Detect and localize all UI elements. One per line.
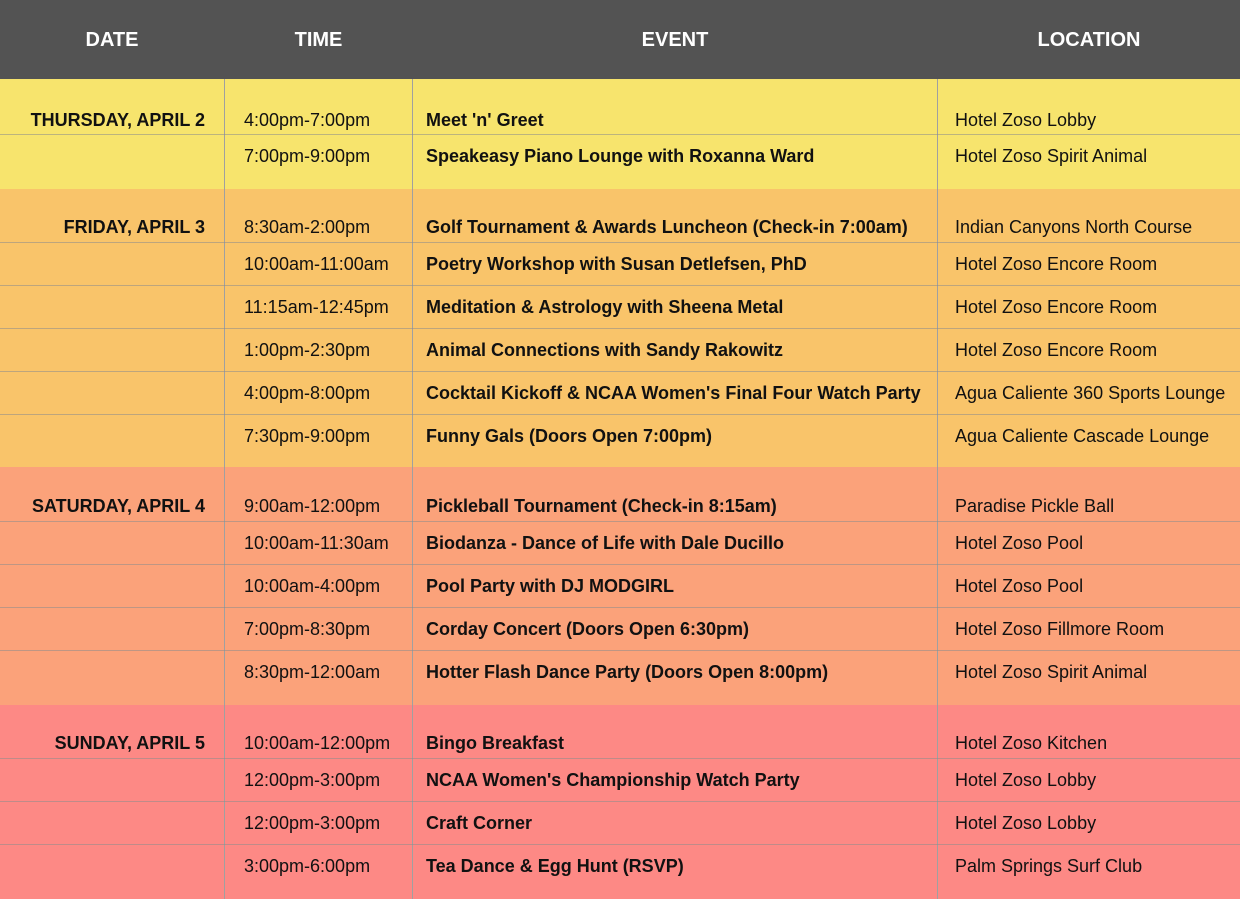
event-name: NCAA Women's Championship Watch Party bbox=[426, 770, 800, 790]
event-location: Hotel Zoso Kitchen bbox=[955, 732, 1108, 753]
event-time: 3:00pm-6:00pm bbox=[244, 856, 371, 876]
event-time: 8:30am-2:00pm bbox=[244, 216, 371, 237]
event-name: Bingo Breakfast bbox=[426, 732, 565, 753]
event-location: Hotel Zoso Lobby bbox=[955, 109, 1097, 130]
event-time: 12:00pm-3:00pm bbox=[244, 813, 381, 833]
table-row bbox=[0, 243, 1240, 286]
event-location: Indian Canyons North Course bbox=[955, 216, 1193, 237]
event-name: Corday Concert (Doors Open 6:30pm) bbox=[426, 619, 750, 639]
event-time: 11:15am-12:45pm bbox=[244, 297, 389, 317]
event-name: Biodanza - Dance of Life with Dale Ducillo bbox=[426, 533, 785, 553]
event-time: 7:00pm-8:30pm bbox=[244, 619, 371, 639]
table-row bbox=[0, 565, 1240, 608]
table-row bbox=[0, 608, 1240, 651]
day-label: SATURDAY, APRIL 4 bbox=[31, 496, 205, 516]
event-name: Funny Gals (Doors Open 7:00pm) bbox=[426, 426, 713, 446]
event-name: Hotter Flash Dance Party (Doors Open 8:00pm) bbox=[426, 662, 829, 682]
day-label: THURSDAY, APRIL 2 bbox=[30, 109, 205, 130]
event-time: 12:00pm-3:00pm bbox=[244, 770, 381, 790]
event-time: 10:00am-11:00am bbox=[244, 254, 389, 274]
event-location: Palm Springs Surf Club bbox=[955, 856, 1143, 876]
table-row bbox=[0, 759, 1240, 802]
table-row bbox=[0, 286, 1240, 329]
event-location: Hotel Zoso Pool bbox=[955, 533, 1084, 553]
event-name: Meet 'n' Greet bbox=[426, 109, 544, 130]
event-location: Hotel Zoso Encore Room bbox=[955, 340, 1158, 360]
table-row bbox=[0, 705, 1240, 759]
event-time: 10:00am-11:30am bbox=[244, 533, 389, 553]
event-time: 1:00pm-2:30pm bbox=[244, 340, 371, 360]
event-time: 4:00pm-8:00pm bbox=[244, 383, 371, 403]
table-row bbox=[0, 135, 1240, 189]
event-time: 4:00pm-7:00pm bbox=[244, 109, 371, 130]
table-row bbox=[0, 802, 1240, 845]
event-name: Meditation & Astrology with Sheena Metal bbox=[426, 297, 784, 317]
event-time: 7:30pm-9:00pm bbox=[244, 426, 371, 446]
event-name: Craft Corner bbox=[426, 813, 533, 833]
event-location: Hotel Zoso Encore Room bbox=[955, 254, 1158, 274]
event-location: Hotel Zoso Lobby bbox=[955, 813, 1097, 833]
event-name: Speakeasy Piano Lounge with Roxanna Ward bbox=[426, 146, 815, 166]
header-time: TIME bbox=[294, 29, 343, 51]
event-name: Pickleball Tournament (Check-in 8:15am) bbox=[426, 496, 777, 516]
table-row bbox=[0, 189, 1240, 243]
event-location: Hotel Zoso Pool bbox=[955, 576, 1084, 596]
event-name: Pool Party with DJ MODGIRL bbox=[426, 576, 675, 596]
event-location: Hotel Zoso Fillmore Room bbox=[955, 619, 1165, 639]
day-block bbox=[0, 79, 1240, 189]
header-event: EVENT bbox=[641, 29, 709, 51]
event-location: Hotel Zoso Encore Room bbox=[955, 297, 1158, 317]
event-location: Hotel Zoso Spirit Animal bbox=[955, 662, 1148, 682]
header-date: DATE bbox=[85, 29, 139, 51]
event-location: Paradise Pickle Ball bbox=[955, 496, 1115, 516]
header-location: LOCATION bbox=[1037, 29, 1141, 51]
event-name: Animal Connections with Sandy Rakowitz bbox=[426, 340, 784, 360]
event-name: Tea Dance & Egg Hunt (RSVP) bbox=[426, 856, 684, 876]
event-location: Hotel Zoso Spirit Animal bbox=[955, 146, 1148, 166]
day-label: FRIDAY, APRIL 3 bbox=[63, 216, 205, 237]
event-name: Cocktail Kickoff & NCAA Women's Final Four Watch Party bbox=[426, 383, 921, 403]
event-location: Agua Caliente Cascade Lounge bbox=[955, 426, 1210, 446]
day-block bbox=[0, 189, 1240, 467]
table-row bbox=[0, 651, 1240, 705]
table-row bbox=[0, 329, 1240, 372]
event-location: Agua Caliente 360 Sports Lounge bbox=[955, 383, 1226, 403]
table-row bbox=[0, 845, 1240, 899]
table-row bbox=[0, 79, 1240, 135]
event-time: 10:00am-4:00pm bbox=[244, 576, 381, 596]
event-time: 10:00am-12:00pm bbox=[244, 732, 391, 753]
event-time: 8:30pm-12:00am bbox=[244, 662, 381, 682]
event-name: Poetry Workshop with Susan Detlefsen, PhD bbox=[426, 254, 807, 274]
event-time: 7:00pm-9:00pm bbox=[244, 146, 371, 166]
day-block bbox=[0, 705, 1240, 899]
event-name: Golf Tournament & Awards Luncheon (Check-in 7:00am) bbox=[426, 216, 908, 237]
day-label: SUNDAY, APRIL 5 bbox=[54, 732, 205, 753]
table-row bbox=[0, 522, 1240, 565]
event-time: 9:00am-12:00pm bbox=[244, 496, 381, 516]
table-row bbox=[0, 467, 1240, 522]
event-location: Hotel Zoso Lobby bbox=[955, 770, 1097, 790]
table-header bbox=[0, 0, 1240, 79]
table-row bbox=[0, 372, 1240, 415]
day-block bbox=[0, 467, 1240, 705]
table-row bbox=[0, 415, 1240, 467]
